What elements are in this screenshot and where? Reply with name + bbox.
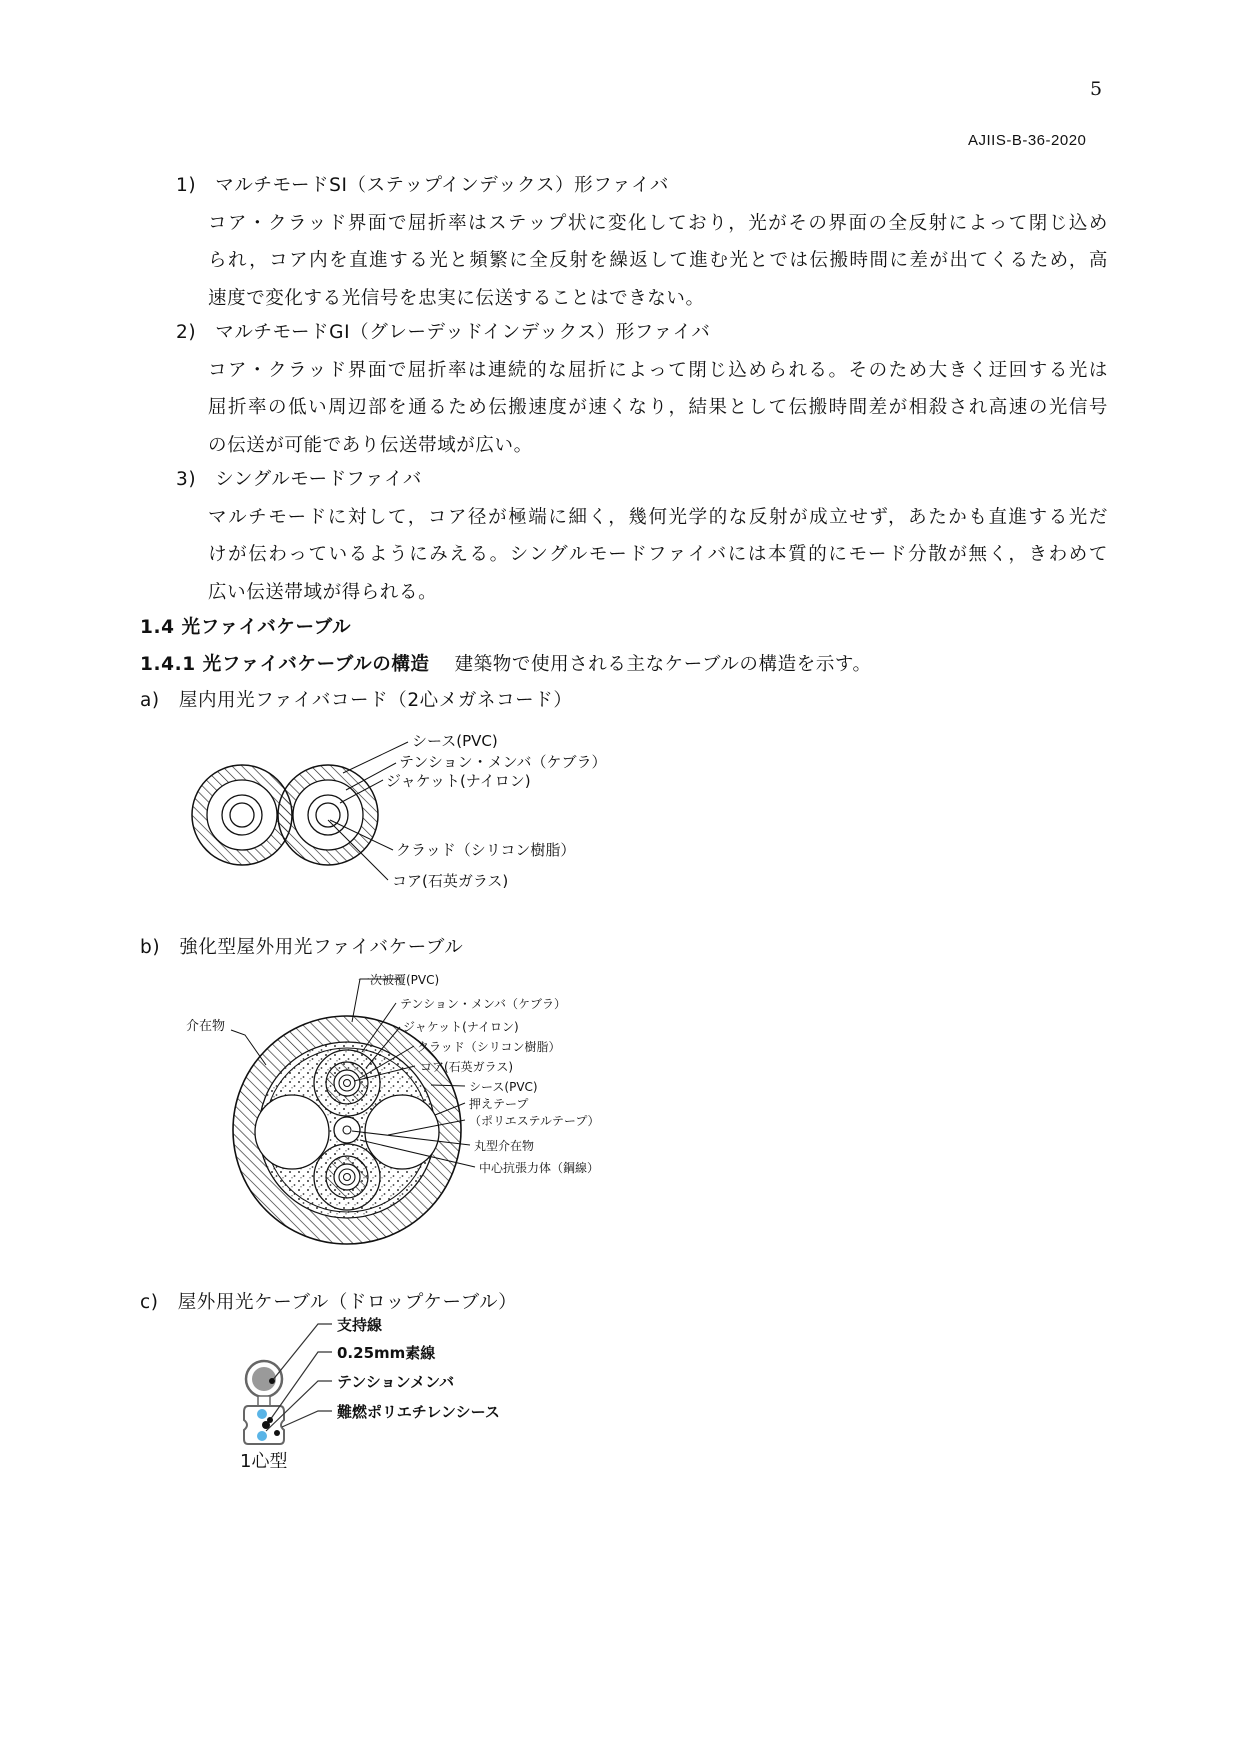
figure-a-caption: a) 屋内用光ファイバコード（2心メガネコード） [140, 690, 573, 711]
item-2-line-3: の伝送が可能であり伝送帯域が広い。 [208, 435, 533, 456]
drop-label-fiber: 0.25mm素線 [337, 1344, 436, 1362]
document-id: AJIIS-B-36-2020 [968, 132, 1087, 149]
item-1-line-2: られ，コア内を直進する光と頻繁に全反射を繰返して進む光とでは伝搬時間に差が出てくるため，高 [208, 250, 1108, 271]
tension-member-top [257, 1409, 267, 1419]
cable-label-tension: テンション・メンバ（ケブラ） [400, 997, 567, 1011]
cord-label-jacket: ジャケット(ナイロン) [386, 772, 531, 790]
cable-label-filler: 介在物 [186, 1019, 226, 1034]
drop-label-type: 1心型 [240, 1451, 288, 1472]
item-3-line-3: 広い伝送帯域が得られる。 [208, 582, 438, 603]
cable-label-tape-material: （ポリエステルテープ） [469, 1114, 600, 1128]
item-1-line-3: 速度で変化する光信号を忠実に伝送することはできない。 [208, 288, 705, 309]
section-title: 光ファイバケーブル [181, 617, 352, 638]
item-1-heading: 1) マルチモードSI（ステップインデックス）形ファイバ [176, 175, 669, 196]
cord-label-clad: クラッド（シリコン樹脂） [396, 841, 576, 859]
figure-c-caption: c) 屋外用光ケーブル（ドロップケーブル） [140, 1292, 518, 1313]
item-3-line-1: マルチモードに対して，コア径が極端に細く，幾何光学的な反射が成立せず，あたかも直進する光だ [208, 507, 1108, 528]
figure-b-caption: b) 強化型屋外用光ファイバケーブル [140, 937, 464, 958]
tension-member-bottom [257, 1431, 267, 1441]
item-1-line-1: コア・クラッド界面で屈折率はステップ状に変化しており，光がその界面の全反射によって閉じ込め [208, 213, 1108, 234]
cable-label-round-filler: 丸型介在物 [474, 1139, 535, 1153]
cord-label-sheath: シース(PVC) [412, 732, 498, 750]
cable-label-core: コア(石英ガラス) [420, 1060, 514, 1074]
subsection-text: 建築物で使用される主なケーブルの構造を示す。 [454, 654, 872, 675]
cable-label-jacket: ジャケット(ナイロン) [403, 1020, 519, 1034]
drop-label-support: 支持線 [337, 1316, 383, 1334]
item-2-heading: 2) マルチモードGI（グレーデッドインデックス）形ファイバ [176, 322, 711, 343]
cable-label-center: 中心抗張力体（鋼線） [479, 1161, 600, 1175]
cable-label-clad: クラッド（シリコン樹脂） [417, 1040, 561, 1054]
cable-label-sheath: シース(PVC) [469, 1080, 538, 1094]
cable-label-primary: 一次被覆(PVC) [358, 973, 440, 987]
item-3-heading: 3) シングルモードファイバ [176, 469, 422, 490]
drop-label-tension: テンションメンバ [337, 1373, 455, 1391]
section-number: 1.4 [140, 617, 175, 638]
cord-label-tension: テンション・メンバ（ケブラ） [399, 753, 607, 771]
item-3-line-2: けが伝わっているようにみえる。シングルモードファイバには本質的にモード分散が無く，きわめて [208, 544, 1108, 565]
subsection-title: 光ファイバケーブルの構造 [202, 654, 430, 675]
cord-label-core: コア(石英ガラス) [392, 872, 509, 890]
item-2-line-1: コア・クラッド界面で屈折率は連続的な屈折によって閉じ込められる。そのため大きく迂回する光は [208, 360, 1108, 381]
page-number: 5 [1090, 78, 1103, 100]
drop-label-sheath: 難燃ポリエチレンシース [337, 1403, 500, 1421]
cable-label-tape: 押えテープ [469, 1097, 529, 1111]
item-2-line-2: 屈折率の低い周辺部を通るため伝搬速度が速くなり，結果として伝搬時間差が相殺され高速の光信号 [208, 397, 1108, 418]
subsection-number: 1.4.1 [140, 654, 196, 675]
